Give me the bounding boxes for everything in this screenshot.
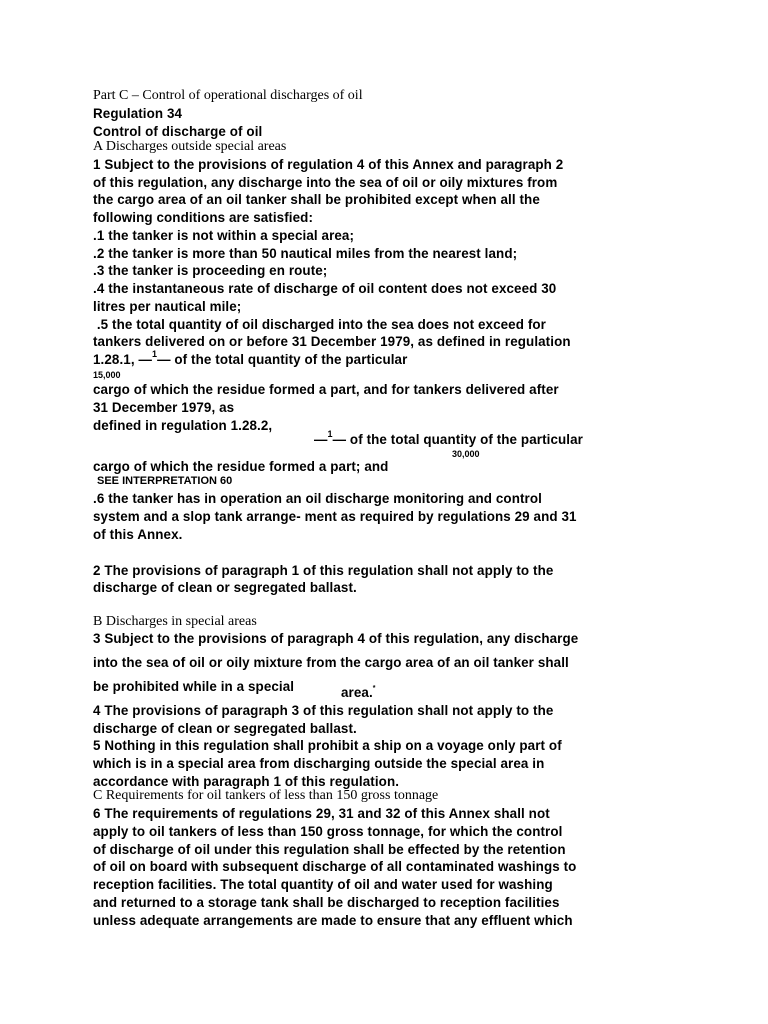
fraction-numerator: 1: [327, 429, 333, 439]
condition-1: .1 the tanker is not within a special area;: [93, 228, 355, 243]
condition-6-line: system and a slop tank arrange- ment as required by regulations 29 and 31: [93, 509, 577, 524]
area-word: area.: [341, 685, 373, 700]
condition-5-line: cargo of which the residue formed a part, and for tankers delivered after: [93, 382, 559, 397]
condition-6-line: .6 the tanker has in operation an oil discharge monitoring and control: [93, 491, 542, 506]
paragraph-1-line: of this regulation, any discharge into the sea of oil or oily mixtures from: [93, 175, 558, 190]
condition-5-line: 31 December 1979, as: [93, 400, 235, 415]
paragraph-6-line: unless adequate arrangements are made to ensure that any effluent which: [93, 913, 573, 928]
condition-3: .3 the tanker is proceeding en route;: [93, 263, 328, 278]
paragraph-1-line: following conditions are satisfied:: [93, 210, 313, 225]
fraction-denominator: 15,000: [93, 370, 121, 380]
paragraph-6-line: apply to oil tankers of less than 150 gross tonnage, for which the control: [93, 824, 563, 839]
paragraph-1-line: 1 Subject to the provisions of regulation 4 of this Annex and paragraph 2: [93, 157, 564, 172]
paragraph-5-line: 5 Nothing in this regulation shall prohibit a ship on a voyage only part of: [93, 738, 562, 753]
section-b-heading: B Discharges in special areas: [93, 614, 257, 629]
paragraph-5-line: which is in a special area from discharging outside the special area in: [93, 756, 545, 771]
paragraph-6-line: 6 The requirements of regulations 29, 31 and 32 of this Annex shall not: [93, 806, 550, 821]
section-a-heading: A Discharges outside special areas: [93, 139, 287, 154]
condition-5-line: .5 the total quantity of oil discharged into the sea does not exceed for: [93, 317, 546, 332]
condition-6-line: of this Annex.: [93, 527, 183, 542]
fraction-suffix: — of the total quantity of the particular: [332, 432, 583, 447]
paragraph-1-line: the cargo area of an oil tanker shall be prohibited except when all the: [93, 192, 540, 207]
paragraph-2-line: 2 The provisions of paragraph 1 of this regulation shall not apply to the: [93, 563, 554, 578]
condition-5-line: tankers delivered on or before 31 December 1979, as defined in regulation: [93, 334, 571, 349]
footnote-mark: *: [372, 685, 376, 692]
section-c-heading: C Requirements for oil tankers of less than 150 gross tonnage: [93, 788, 439, 803]
fraction-suffix: — of the total quantity of the particular: [157, 352, 408, 367]
fraction-denominator: 30,000: [452, 449, 480, 459]
regulation-number: Regulation 34: [93, 106, 183, 121]
condition-5-fraction-line: [314, 431, 583, 450]
paragraph-6-line: and returned to a storage tank shall be discharged to reception facilities: [93, 895, 560, 910]
fraction-prefix: 1.28.1, —: [93, 352, 152, 367]
condition-5-line: cargo of which the residue formed a part; and: [93, 459, 389, 474]
condition-4-line: litres per nautical mile;: [93, 299, 242, 314]
paragraph-6-line: reception facilities. The total quantity of oil and water used for washing: [93, 877, 553, 892]
condition-2: .2 the tanker is more than 50 nautical miles from the nearest land;: [93, 246, 518, 261]
paragraph-5-line: accordance with paragraph 1 of this regulation.: [93, 774, 400, 789]
paragraph-3-line: into the sea of oil or oily mixture from the cargo area of an oil tanker shall: [93, 655, 569, 670]
paragraph-6-line: of discharge of oil under this regulation shall be effected by the retention: [93, 842, 566, 857]
paragraph-4-line: discharge of clean or segregated ballast.: [93, 721, 357, 736]
part-heading: Part C – Control of operational discharges of oil: [93, 88, 363, 103]
paragraph-3-line: 3 Subject to the provisions of paragraph 4 of this regulation, any discharge: [93, 631, 579, 646]
paragraph-2-line: discharge of clean or segregated ballast.: [93, 580, 357, 595]
fraction-numerator: 1: [151, 349, 158, 359]
paragraph-6-line: of oil on board with subsequent discharge of all contaminated washings to: [93, 859, 577, 874]
fraction-prefix: —: [314, 432, 328, 447]
condition-5-fraction-line: [93, 351, 407, 370]
condition-5-line: defined in regulation 1.28.2,: [93, 418, 273, 433]
paragraph-3-line: be prohibited while in a special: [93, 679, 295, 694]
paragraph-4-line: 4 The provisions of paragraph 3 of this regulation shall not apply to the: [93, 703, 554, 718]
interpretation-note: SEE INTERPRETATION 60: [97, 475, 233, 487]
condition-4-line: .4 the instantaneous rate of discharge of oil content does not exceed 30: [93, 281, 557, 296]
regulation-title: Control of discharge of oil: [93, 124, 263, 139]
